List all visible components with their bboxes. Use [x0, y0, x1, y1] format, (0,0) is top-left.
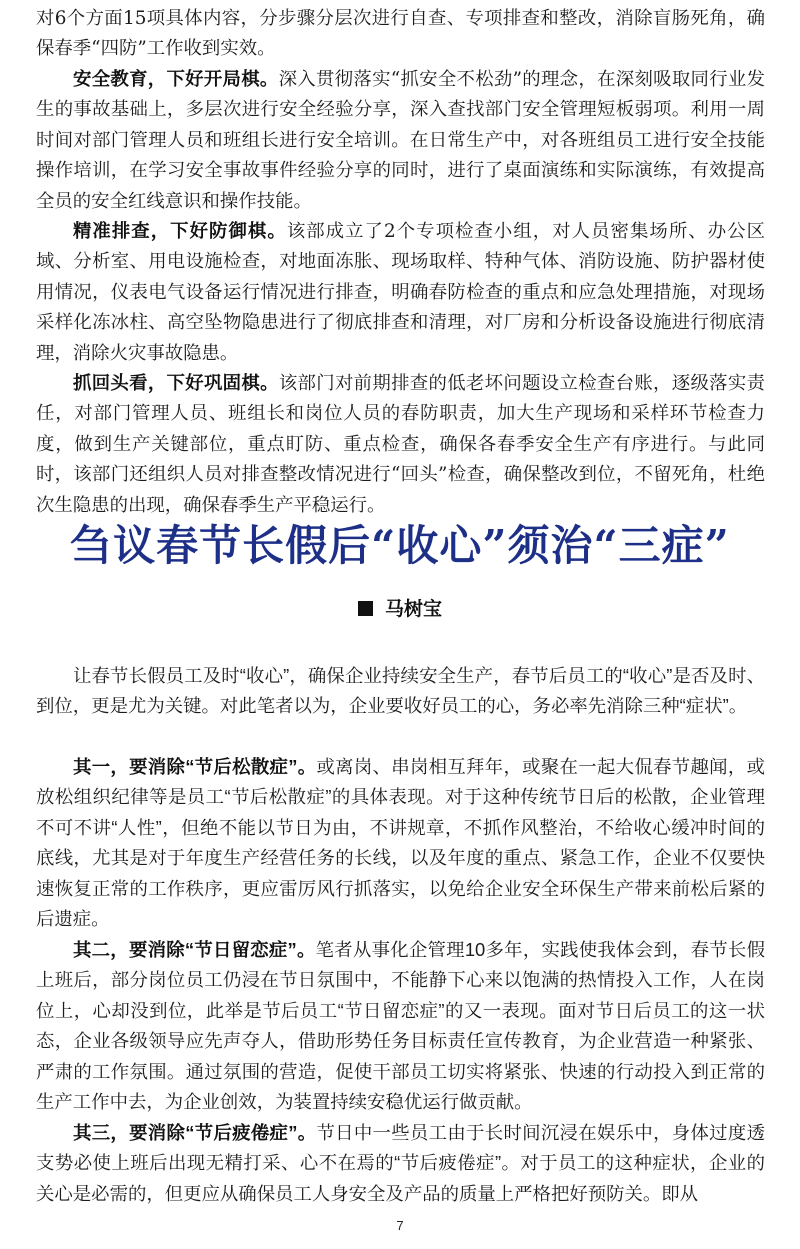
paragraph-heading: 其一，要消除“节后松散症”。 — [73, 756, 317, 777]
author-name: 马树宝 — [384, 599, 442, 620]
paragraph-safety-education — [36, 65, 765, 217]
article-intro: 让春节长假员工及时“收心”，确保企业持续安全生产，春节后员工的“收心”是否及时、到位，更是尤为关键。对此笔者以为，企业要收好员工的心，务必率先消除三种“症状”。 — [36, 665, 765, 717]
byline — [0, 597, 800, 623]
page-number: 7 — [396, 1218, 404, 1233]
paragraph-heading: 其三，要消除“节后疲倦症”。 — [73, 1122, 317, 1143]
article-paragraph-3 — [36, 1118, 765, 1209]
article-paragraph-2 — [36, 935, 765, 1117]
paragraph-body: 笔者从事化企管理10多年，实践使我体会到，春节长假上班后，部分岗位员工仍浸在节日氛围中，不能静下心来以饱满的热情投入工作，人在岗位上，心却没到位，此举是节后员工“节日留恋症”的又一表现。面对节日后员工的这一状态，企业各级领导应先声夺人，借助形势任务目标责任宣传教育，为企业营造一种紧张、严肃的工作氛围。通过氛围的营造，促使干部员工切实将紧张、快速的行动投入到正常的生产工作中去，为企业创效，为装置持续安稳优运行做贡献。 — [36, 939, 765, 1113]
paragraph-body: 或离岗、串岗相互拜年，或聚在一起大侃春节趣闻，或放松组织纪律等是员工“节后松散症”的具体表现。对于这种传统节日后的松散，企业管理不可不讲“人性”，但绝不能以节日为由，不讲规章，不抓作风整治，不给收心缓冲时间的底线，尤其是对于年度生产经营任务的长线，以及年度的重点、紧急工作，企业不仅要快速恢复正常的工作秩序，更应雷厉风行抓落实，以免给企业安全环保生产带来前松后紧的后遗症。 — [36, 756, 765, 930]
paragraph-precise-inspection — [36, 217, 765, 369]
paragraph-body: 该部成立了2个专项检查小组，对人员密集场所、办公区域、分析室、用电设施检查，对地面冻胀、现场取样、特种气体、消防设施、防护器材使用情况，仪表电气设备运行情况进行排查，明确春防检查的重点和应急处理措施，对现场采样化冻冰柱、高空坠物隐患进行了彻底排查和清理，对厂房和分析设备设施进行彻底清理，消除火灾事故隐患。 — [36, 221, 765, 364]
paragraph-body: 深入贯彻落实“抓安全不松劲”的理念，在深刻吸取同行业发生的事故基础上，多层次进行安全经验分享，深入查找部门安全管理短板弱项。利用一周时间对部门管理人员和班组长进行安全培训。在日常生产中，对各班组员工进行安全技能操作培训，在学习安全事故事件经验分享的同时，进行了桌面演练和实际演练，有效提高全员的安全红线意识和操作技能。 — [36, 69, 765, 212]
article-title: 刍议春节长假后“收心”须治“三症” — [70, 521, 730, 570]
intro-continuation: 对6个方面15项具体内容，分步骤分层次进行自查、专项排查和整改，消除盲肠死角，确保春季“四防”工作收到实效。 — [36, 8, 765, 60]
article-paragraph-1 — [36, 752, 765, 934]
paragraph-heading: 安全教育，下好开局棋。 — [73, 69, 279, 90]
paragraph-heading: 其二，要消除“节日留恋症”。 — [73, 939, 316, 960]
paragraph-body: 节日中一些员工由于长时间沉浸在娱乐中，身体过度透支势必使上班后出现无精打采、心不在焉的“节后疲倦症”。对于员工的这种症状，企业的关心是必需的，但更应从确保员工人身安全及产品的质量上严格把好预防关。即从 — [36, 1122, 765, 1204]
paragraph-heading: 抓回头看，下好巩固棋。 — [73, 373, 279, 394]
paragraph-heading: 精准排查，下好防御棋。 — [73, 221, 287, 242]
paragraph-body: 该部门对前期排查的低老坏问题设立检查台账，逐级落实责任，对部门管理人员、班组长和岗位人员的春防职责，加大生产现场和采样环节检查力度，做到生产关键部位，重点盯防、重点检查，确保各春季安全生产有序进行。与此同时，该部门还组织人员对排查整改情况进行“回头”检查，确保整改到位，不留死角，杜绝次生隐患的出现，确保春季生产平稳运行。 — [36, 373, 765, 516]
square-bullet-icon — [358, 601, 373, 616]
paragraph-look-back — [36, 369, 765, 521]
